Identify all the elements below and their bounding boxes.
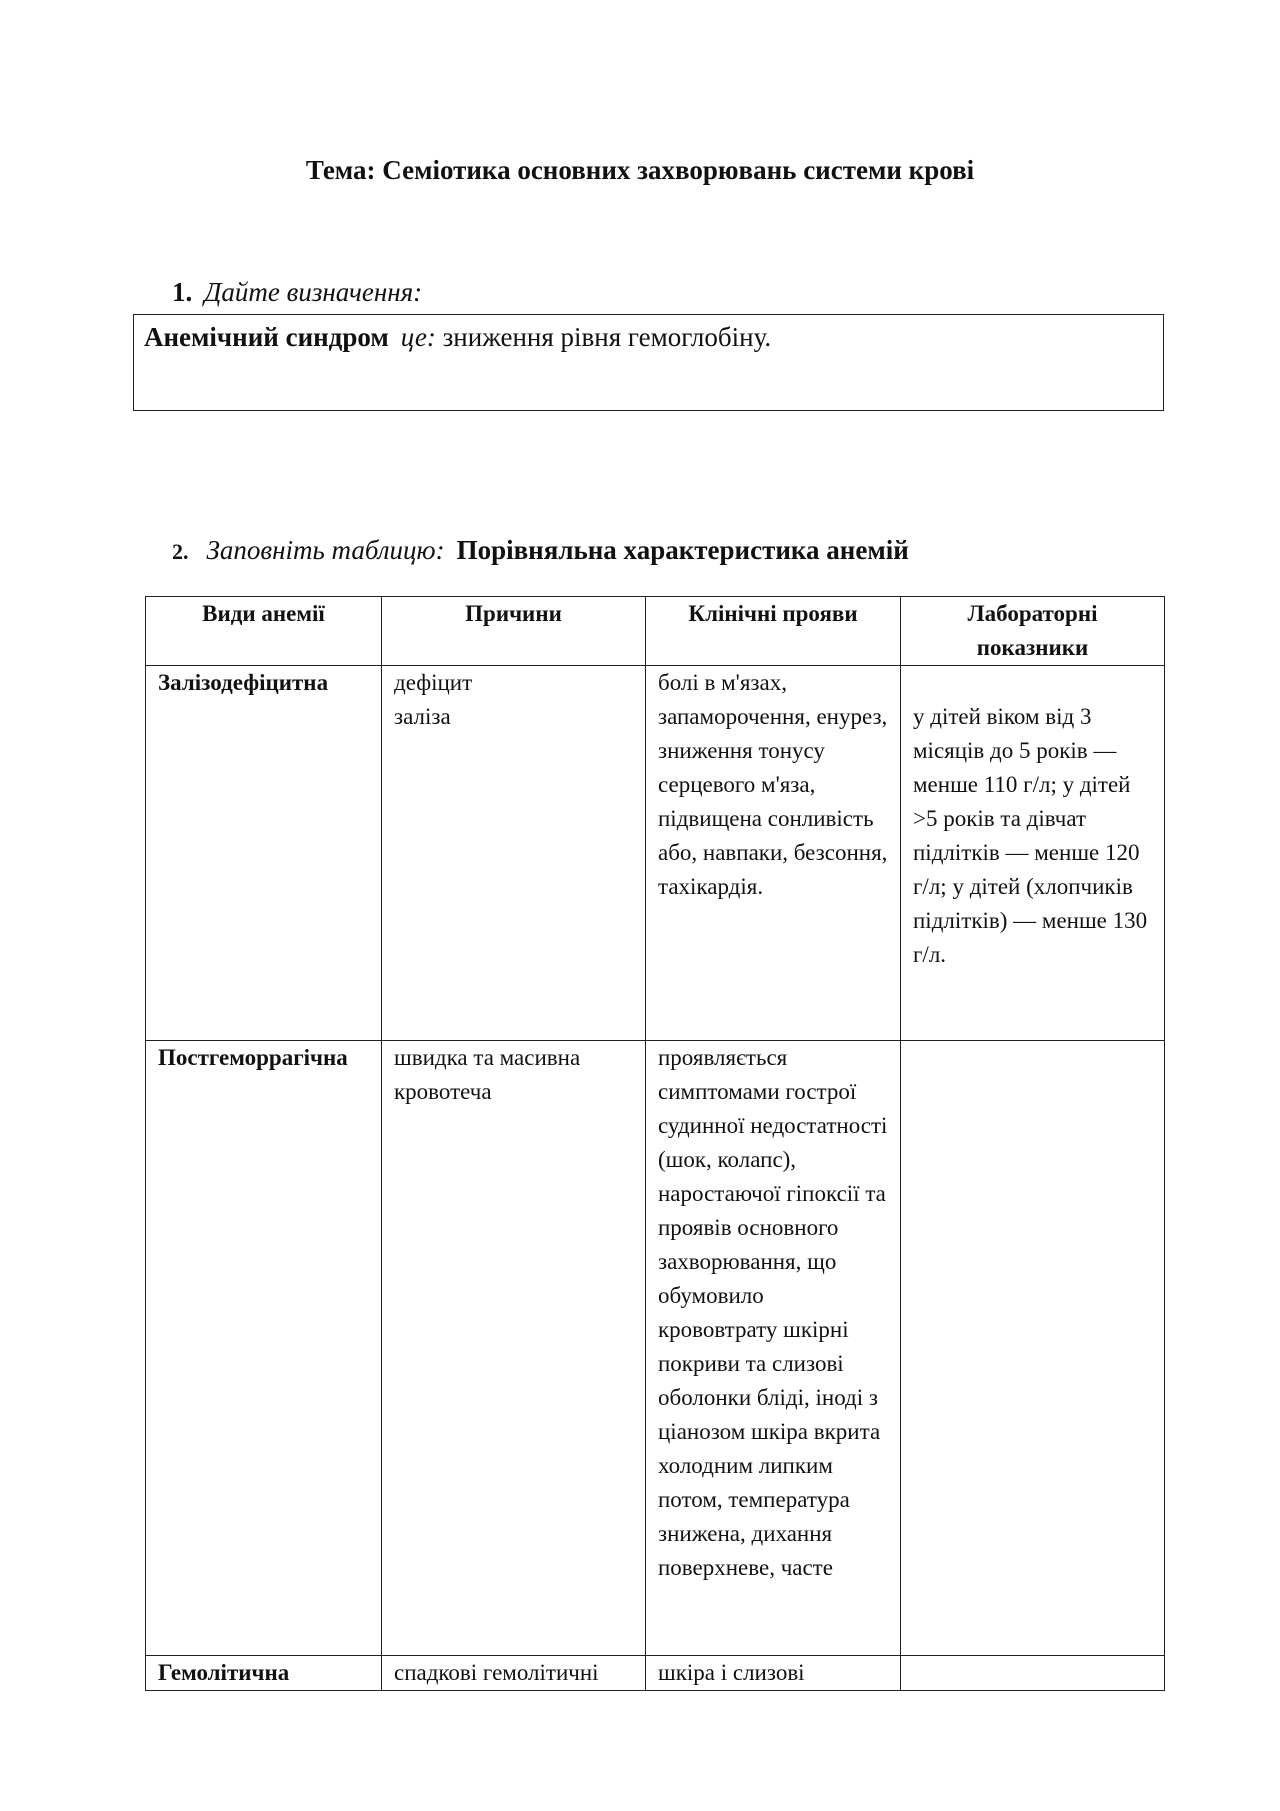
definition-text: зниження рівня гемоглобіну. <box>442 322 772 352</box>
header-clinical: Клінічні прояви <box>646 597 901 666</box>
row-name: Гемолітична <box>146 1656 382 1691</box>
row-causes: швидка та масивна кровотеча <box>382 1041 646 1656</box>
definition-ce: це: <box>400 322 436 352</box>
header-lab: Лабораторні показники <box>901 597 1165 666</box>
header-types: Види анемії <box>146 597 382 666</box>
row-causes: дефіцит заліза <box>382 666 646 1041</box>
question-2-number: 2. <box>172 539 189 564</box>
row-causes: спадкові гемолітичні <box>382 1656 646 1691</box>
question-2 <box>172 532 909 570</box>
row-name: Постгеморрагічна <box>146 1041 382 1656</box>
page-title: Тема: Семіотика основних захворювань системи крові <box>305 155 975 185</box>
table-header-row <box>146 597 1165 666</box>
row-clinical: шкіра і слизові <box>646 1656 901 1691</box>
table-row <box>146 666 1165 1041</box>
row-clinical: проявляється симптомами гострої судинної недостатності (шок, колапс), наростаючої гіпоксії та проявів основного захворювання, що обумовило крововтрату шкірні покриви та слизові оболонки блідi, іноді з ціанозом шкіра вкрита холодним липким потом, температура знижена, дихання поверхневе, часте <box>646 1041 901 1656</box>
header-causes: Причини <box>382 597 646 666</box>
row-lab-text: у дітей віком від 3 місяців до 5 років — менше 110 г/л; у дітей >5 років та дівчат підлітків — менше 120 г/л; у дітей (хлопчиків підлітків) — менше 130 г/л. <box>913 704 1148 967</box>
row-name: Залізодефіцитна <box>146 666 382 1041</box>
table-row <box>146 1656 1165 1691</box>
question-2-text: Заповніть таблицю: <box>206 535 445 565</box>
question-1-text: Дайте визначення: <box>204 277 423 307</box>
row-lab <box>901 666 1165 1041</box>
anemia-comparison-table <box>145 596 1165 1691</box>
definition-term: Анемічний синдром <box>144 322 389 352</box>
question-1 <box>172 274 422 310</box>
row-lab <box>901 1041 1165 1656</box>
table-row <box>146 1041 1165 1656</box>
table-caption: Порівняльна характеристика анемій <box>456 535 909 565</box>
question-1-number: 1. <box>172 277 193 307</box>
row-lab <box>901 1656 1165 1691</box>
definition-box <box>133 314 1164 411</box>
row-clinical: болі в м'язах, запаморочення, енурез, зниження тонусу серцевого м'яза, підвищена сонливість або, навпаки, безсоння, тахікардія. <box>646 666 901 1041</box>
